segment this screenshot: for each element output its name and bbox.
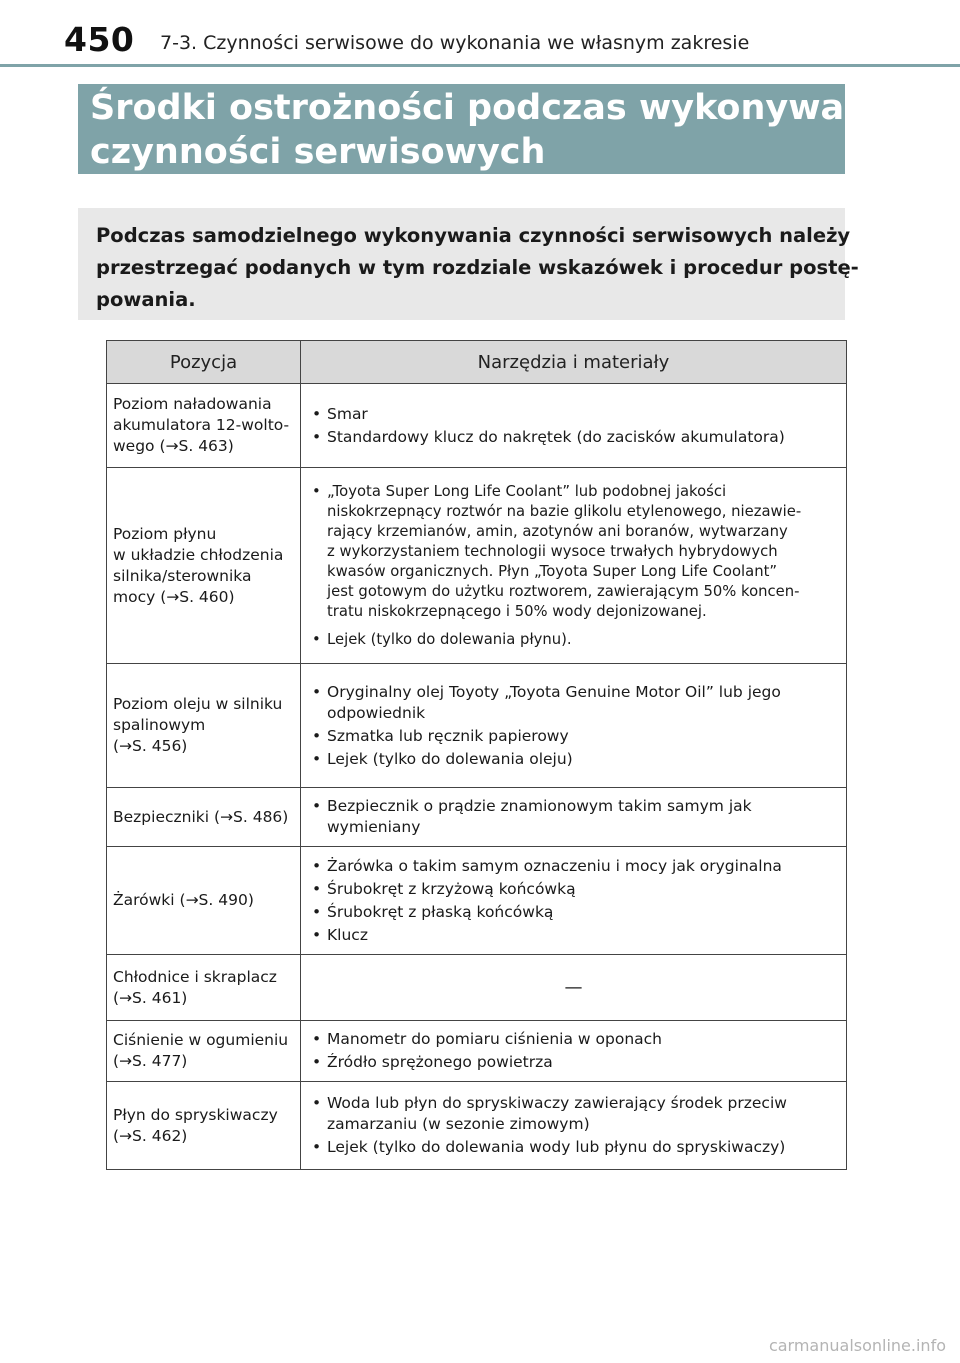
tool-bullet — [309, 630, 838, 650]
row-tools-cell — [301, 1021, 847, 1082]
bullet-dot: • — [312, 682, 322, 701]
row-item-cell — [107, 468, 301, 664]
tool-bullet — [309, 404, 838, 425]
tool-text-line: Oryginalny olej Toyoty „Toyota Genuine Motor Oil” lub jego — [327, 682, 781, 701]
table-row — [107, 1021, 847, 1082]
bullet-dot: • — [312, 879, 322, 898]
row-item-cell — [107, 788, 301, 847]
tool-text-line: Klucz — [327, 925, 368, 944]
empty-marker: — — [564, 977, 583, 998]
row-tools-cell — [301, 847, 847, 955]
intro-line-1: Podczas samodzielnego wykonywania czynności serwisowych należy — [96, 224, 851, 247]
bullet-dot: • — [312, 1094, 322, 1112]
row-tools-cell — [301, 384, 847, 468]
item-text-line: (→S. 456) — [113, 737, 188, 755]
tool-text-line: z wykorzystaniem technologii wysoce trwałych hybrydowych — [327, 542, 778, 560]
tool-text-line: tratu niskokrzepnącego i 50% wody dejonizowanej. — [327, 602, 707, 620]
tool-text-line: Bezpiecznik o prądzie znamionowym takim samym jak wymieniany — [327, 797, 752, 836]
item-text-line: (→S. 477) — [113, 1052, 188, 1070]
tool-text-line: Śrubokręt z płaską końcówką — [327, 902, 554, 921]
tool-text-line: „Toyota Super Long Life Coolant” lub podobnej jakości — [327, 482, 727, 500]
intro-line-3: powania. — [96, 288, 196, 311]
tool-text-line: rający krzemianów, amin, azotynów ani boranów, wytwarzany — [327, 522, 788, 540]
table-body — [107, 384, 847, 1170]
bullet-dot: • — [312, 797, 322, 815]
item-text-line: akumulatora 12-wolto- — [113, 416, 290, 434]
column-header-item: Pozycja — [107, 341, 301, 384]
table-row — [107, 384, 847, 468]
bullet-dot: • — [312, 726, 322, 745]
tool-text-line: Śrubokręt z krzyżową końcówką — [327, 879, 576, 898]
tools-table — [106, 340, 847, 1170]
item-text-line: Żarówki (→S. 490) — [113, 891, 254, 909]
header-divider — [0, 64, 960, 67]
table-row — [107, 1082, 847, 1170]
intro-box — [78, 208, 859, 320]
tool-bullet — [309, 796, 838, 838]
page-header — [0, 0, 960, 70]
tool-bullet — [309, 427, 838, 448]
row-tools-cell — [301, 1082, 847, 1170]
item-text-line: Poziom płynu — [113, 524, 217, 543]
row-item-cell — [107, 1021, 301, 1082]
tool-text-line: Smar — [327, 404, 368, 423]
section-title — [78, 84, 905, 174]
bullet-dot: • — [312, 749, 322, 768]
bullet-dot: • — [312, 925, 322, 944]
table-row — [107, 955, 847, 1021]
chapter-title: 7-3. Czynności serwisowe do wykonania we własnym zakresie — [160, 32, 750, 54]
table-row — [107, 788, 847, 847]
tool-text-line: kwasów organicznych. Płyn „Toyota Super Long Life Coolant” — [327, 562, 778, 580]
item-text-line: silnika/sterownika — [113, 566, 252, 585]
item-text-line: Poziom naładowania — [113, 395, 272, 413]
tool-bullet — [309, 1029, 838, 1050]
bullet-dot: • — [312, 856, 322, 875]
row-item-cell — [107, 664, 301, 788]
bullet-dot: • — [312, 404, 322, 423]
tool-text-line: Źródło sprężonego powietrza — [327, 1053, 553, 1071]
bullet-dot: • — [312, 482, 321, 500]
table-row — [107, 847, 847, 955]
item-text-line: wego (→S. 463) — [113, 437, 234, 455]
row-item-cell — [107, 955, 301, 1021]
tool-bullet — [309, 726, 838, 747]
bullet-dot: • — [312, 902, 322, 921]
tool-bullet — [309, 856, 838, 877]
bullet-dot: • — [312, 1030, 322, 1048]
item-text-line: (→S. 462) — [113, 1126, 188, 1145]
tool-bullet — [309, 925, 838, 946]
tool-bullet — [309, 1052, 838, 1073]
bullet-dot: • — [312, 1138, 322, 1156]
tool-text-line: Lejek (tylko do dolewania oleju) — [327, 749, 573, 768]
tool-bullet — [309, 1137, 838, 1158]
tool-bullet — [309, 682, 838, 724]
row-item-cell — [107, 847, 301, 955]
tool-text-line: zamarzaniu (w sezonie zimowym) — [327, 1115, 590, 1133]
column-header-tools: Narzędzia i materiały — [301, 341, 847, 384]
row-tools-cell — [301, 468, 847, 664]
item-text-line: Chłodnice i skraplacz — [113, 967, 277, 986]
item-text-line: (→S. 461) — [113, 988, 188, 1007]
bullet-dot: • — [312, 630, 321, 648]
page-number: 450 — [64, 20, 135, 59]
item-text-line: Ciśnienie w ogumieniu — [113, 1031, 289, 1049]
item-text-line: mocy (→S. 460) — [113, 587, 235, 606]
tool-text-line: odpowiednik — [327, 703, 426, 722]
row-tools-cell — [301, 955, 847, 1021]
table-row — [107, 468, 847, 664]
tool-text-line: niskokrzepnący roztwór na bazie glikolu etylenowego, niezawie- — [327, 502, 802, 520]
bullet-dot: • — [312, 427, 322, 446]
table-row — [107, 664, 847, 788]
item-text-line: w układzie chłodzenia — [113, 545, 284, 564]
row-item-cell — [107, 1082, 301, 1170]
tool-text-line: Woda lub płyn do spryskiwaczy zawierający środek przeciw — [327, 1094, 787, 1112]
intro-line-2: przestrzegać podanych w tym rozdziale wskazówek i procedur postę- — [96, 256, 859, 279]
section-title-line-1: Środki ostrożności podczas wykonywania — [90, 88, 905, 128]
tool-bullet — [309, 1093, 838, 1135]
tool-text-line: Szmatka lub ręcznik papierowy — [327, 726, 569, 745]
tool-text-line: Manometr do pomiaru ciśnienia w oponach — [327, 1030, 662, 1048]
item-text-line: Płyn do spryskiwaczy — [113, 1105, 278, 1124]
tool-text-line: Standardowy klucz do nakrętek (do zacisków akumulatora) — [327, 427, 785, 446]
tool-bullet — [309, 902, 838, 923]
tool-text-line: jest gotowym do użytku roztworem, zawierającym 50% koncen- — [327, 582, 800, 600]
watermark: carmanualsonline.info — [768, 1336, 946, 1355]
tool-bullet — [309, 879, 838, 900]
table-header-row — [107, 341, 847, 384]
item-text-line: Poziom oleju w silniku — [113, 695, 283, 713]
row-tools-cell — [301, 788, 847, 847]
tool-text-line: Lejek (tylko do dolewania płynu). — [327, 630, 572, 648]
item-text-line: spalinowym — [113, 716, 206, 734]
bullet-dot: • — [312, 1053, 322, 1071]
tool-text-line: Żarówka o takim samym oznaczeniu i mocy jak oryginalna — [327, 856, 782, 875]
tool-text-line: Lejek (tylko do dolewania wody lub płynu do spryskiwaczy) — [327, 1138, 786, 1156]
section-title-line-2: czynności serwisowych — [90, 132, 546, 172]
row-item-cell — [107, 384, 301, 468]
tool-bullet — [309, 749, 838, 770]
row-tools-cell — [301, 664, 847, 788]
tool-bullet — [309, 482, 838, 622]
item-text-line: Bezpieczniki (→S. 486) — [113, 807, 289, 826]
